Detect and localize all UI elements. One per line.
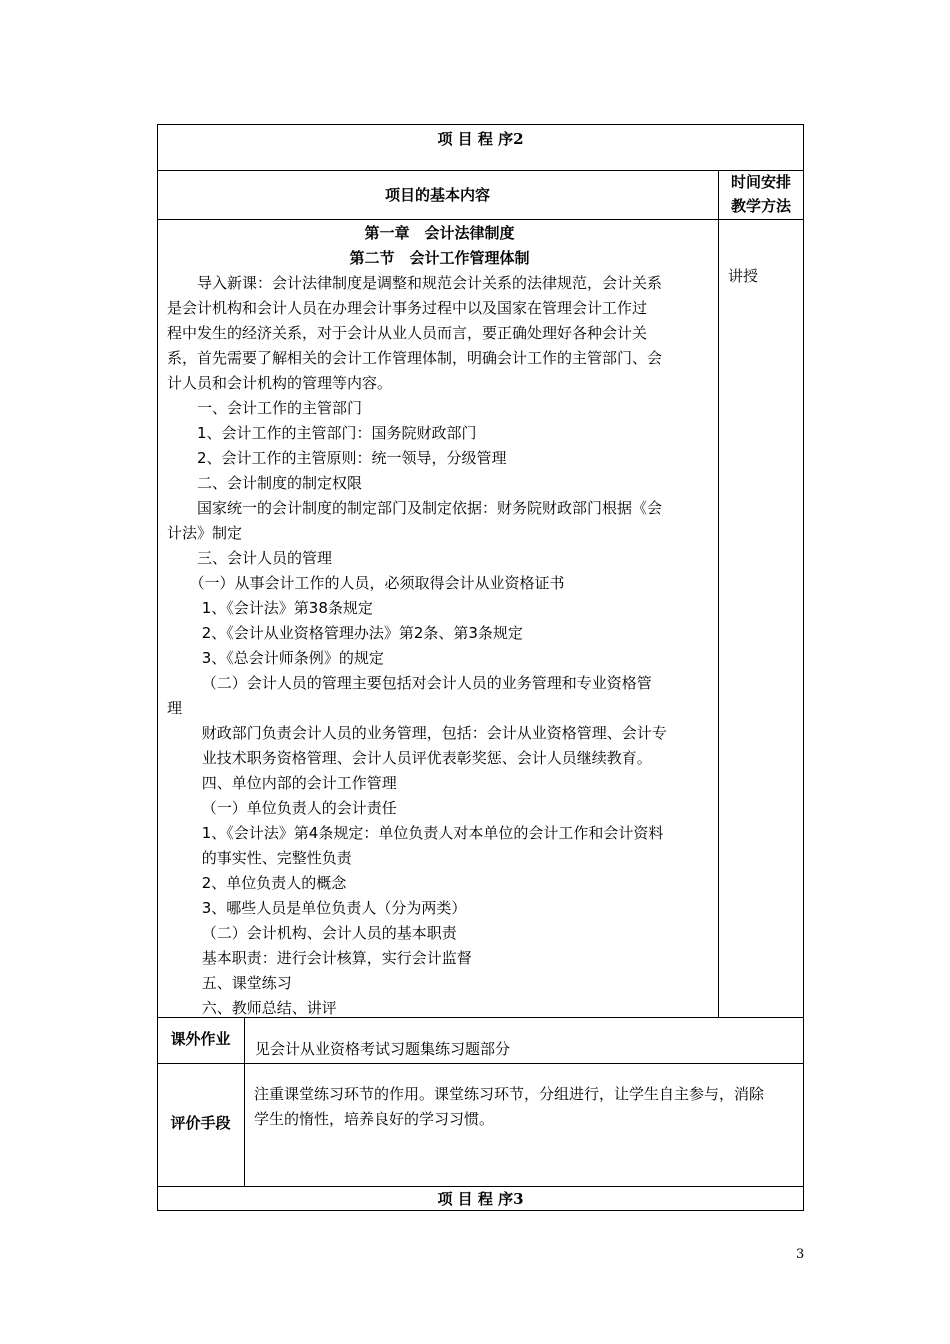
content-line: 2、《会计从业资格管理办法》第2条、第3条规定	[167, 624, 523, 642]
content-line: 是会计机构和会计人员在办理会计事务过程中以及国家在管理会计工作过	[167, 299, 648, 317]
content-line: 五、课堂练习	[167, 974, 292, 992]
content-line: 理	[167, 699, 183, 717]
content-line: （二）会计人员的管理主要包括对会计人员的业务管理和专业资格管	[167, 674, 652, 692]
row-divider	[157, 1063, 804, 1064]
content-line: （一）单位负责人的会计责任	[167, 799, 397, 817]
content-line: 的事实性、完整性负责	[167, 849, 352, 867]
content-line: 1、会计工作的主管部门：国务院财政部门	[167, 424, 477, 442]
content-line: 业技术职务资格管理、会计人员评优表彰奖惩、会计人员继续教育。	[167, 749, 652, 767]
content-line: 计法》制定	[167, 524, 243, 542]
evaluation-line: 注重课堂练习环节的作用。课堂练习环节，分组进行，让学生自主参与，消除	[254, 1085, 765, 1103]
method-header-text: 教学方法	[730, 197, 791, 215]
content-line: 一、会计工作的主管部门	[167, 399, 363, 417]
column-divider	[718, 170, 719, 1017]
content-line: （二）会计机构、会计人员的基本职责	[167, 924, 457, 942]
content-line: 1、《会计法》第38条规定	[167, 599, 373, 617]
content-line: （一）从事会计工作的人员，必须取得会计从业资格证书	[167, 574, 565, 592]
content-line: 3、哪些人员是单位负责人（分为两类）	[167, 899, 467, 917]
content-line: 2、会计工作的主管原则：统一领导，分级管理	[167, 449, 507, 467]
content-line: 基本职责：进行会计核算，实行会计监督	[167, 949, 472, 967]
row-divider	[157, 170, 804, 171]
section-title: 第二节 会计工作管理体制	[349, 249, 530, 267]
content-line: 3、《总会计师条例》的规定	[167, 649, 384, 667]
content-line: 导入新课：会计法律制度是调整和规范会计关系的法律规范，会计关系	[167, 274, 663, 292]
content-line: 四、单位内部的会计工作管理	[167, 774, 397, 792]
content-cell	[167, 221, 712, 1021]
content-line: 1、《会计法》第4条规定：单位负责人对本单位的会计工作和会计资料	[167, 824, 664, 842]
content-line: 六、教师总结、讲评	[167, 999, 337, 1017]
evaluation-label: 评价手段	[170, 1114, 231, 1132]
content-line: 2、单位负责人的概念	[167, 874, 347, 892]
content-line: 系，首先需要了解相关的会计工作管理体制，明确会计工作的主管部门、会	[167, 349, 663, 367]
program-title: 项 目 程 序2	[437, 130, 524, 148]
row-divider	[157, 219, 804, 220]
page-number: 3	[796, 1247, 805, 1262]
content-line: 国家统一的会计制度的制定部门及制定依据：财务院财政部门根据《会	[167, 499, 663, 517]
content-line: 三、会计人员的管理	[167, 549, 333, 567]
homework-label: 课外作业	[170, 1030, 231, 1048]
next-program-title: 项 目 程 序3	[437, 1190, 524, 1208]
evaluation-line: 学生的惰性，培养良好的学习习惯。	[254, 1110, 495, 1128]
chapter-title: 第一章 会计法律制度	[364, 224, 515, 242]
content-line: 财政部门负责会计人员的业务管理，包括：会计从业资格管理、会计专	[167, 724, 667, 742]
column-divider	[244, 1017, 245, 1186]
content-line: 计人员和会计机构的管理等内容。	[167, 374, 393, 392]
time-method-column-header	[718, 170, 804, 218]
content-line: 二、会计制度的制定权限	[167, 474, 363, 492]
time-header-text: 时间安排	[730, 173, 791, 191]
evaluation-text	[254, 1081, 799, 1131]
teaching-method: 讲授	[728, 267, 759, 285]
content-column-header: 项目的基本内容	[384, 186, 490, 204]
homework-text: 见会计从业资格考试习题集练习题部分	[255, 1040, 511, 1058]
content-line: 程中发生的经济关系，对于会计从业人员而言，要正确处理好各种会计关	[167, 324, 648, 342]
